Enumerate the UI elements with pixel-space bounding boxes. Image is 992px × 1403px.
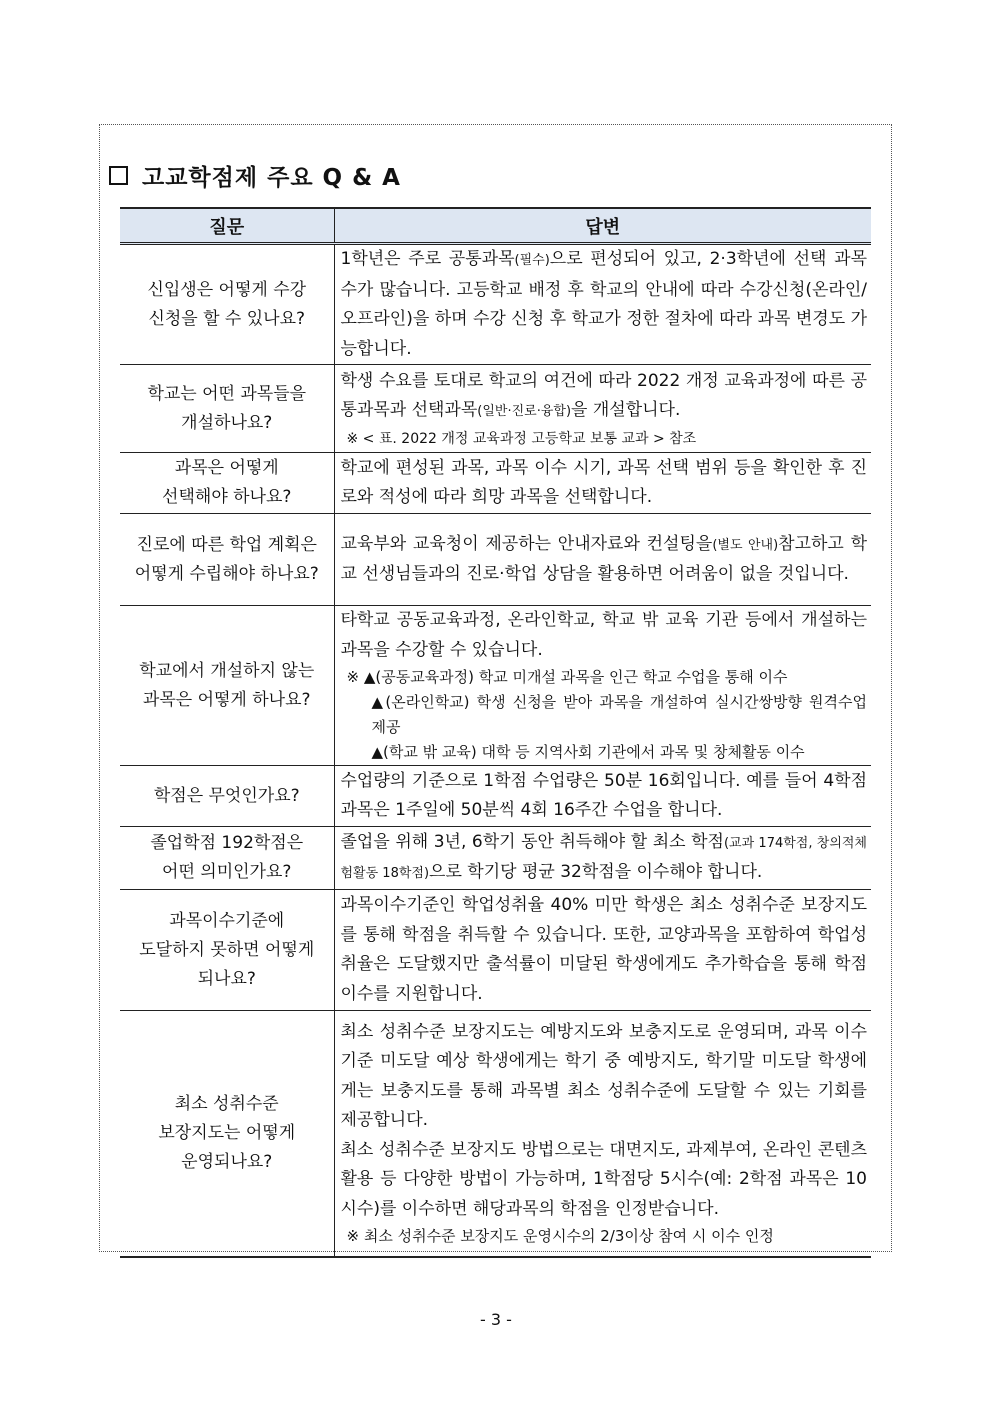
checkbox-square-icon (109, 166, 128, 185)
qa-table (120, 207, 871, 1258)
question-cell: 학교에서 개설하지 않는 과목은 어떻게 하나요? (120, 606, 334, 766)
note-text: ※ < 표. 2022 개정 교육과정 고등학교 보통 교과 > 참조 (346, 430, 697, 447)
answer-cell: 타학교 공동교육과정, 온라인학교, 학교 밖 교육 기관 등에서 개설하는 과목을 수강할 수 있습니다. ※ ▲(공동교육과정) 학교 미개설 과목을 인근 학교 수업을 통해 이수 ▲(온라인학교) 학생 신청을 받아 과목을 개설하여 실시간쌍방향 원격수업 제공 ▲(학교 밖 교육) 대학 등 지역사회 기관에서 과목 및 창체활동 이수 (334, 606, 871, 766)
question-cell: 과목이수기준에 도달하지 못하면 어떻게 되나요? (120, 890, 334, 1011)
answer-cell: 학교에 편성된 과목, 과목 이수 시기, 과목 선택 범위 등을 확인한 후 진로와 적성에 따라 희망 과목을 선택합니다. (334, 453, 871, 514)
question-cell: 신입생은 어떻게 수강 신청을 할 수 있나요? (120, 244, 334, 365)
question-cell: 학점은 무엇인가요? (120, 766, 334, 827)
list-item: ▲(온라인학교) 학생 신청을 받아 과목을 개설하여 실시간쌍방향 원격수업 제공 (371, 693, 867, 736)
table-row (120, 453, 871, 514)
notes-list (341, 665, 868, 765)
table-row (120, 244, 871, 365)
table-row (120, 365, 871, 453)
table-row (120, 606, 871, 766)
answer-cell: 최소 성취수준 보장지도는 예방지도와 보충지도로 운영되며, 과목 이수 기준 미도달 예상 학생에게는 학기 중 예방지도, 학기말 미도달 학생에게는 보충지도를 통해 과목별 최소 성취수준에 도달할 수 있는 기회를 제공합니다. 최소 성취수준 보장지도 방법으로는 대면지도, 과제부여, 온라인 콘텐츠 활용 등 다양한 방법이 가능하며, 1학점당 5시수(예: 2학점 과목은 10시수)를 이수하면 해당과목의 학점을 인정받습니다. ※ 최소 성취수준 보장지도 운영시수의 2/3이상 참여 시 이수 인정 (334, 1011, 871, 1257)
answer-cell: 과목이수기준인 학업성취율 40% 미만 학생은 최소 성취수준 보장지도를 통해 학점을 취득할 수 있습니다. 또한, 교양과목을 포함하여 학업성취율은 도달했지만 출석률이 미달된 학생에게도 추가학습을 통해 학점 이수를 지원합니다. (334, 890, 871, 1011)
table-row (120, 514, 871, 606)
answer-cell: 수업량의 기준으로 1학점 수업량은 50분 16회입니다. 예를 들어 4학점 과목은 1주일에 50분씩 4회 16주간 수업을 합니다. (334, 766, 871, 827)
answer-cell: 교육부와 교육청이 제공하는 안내자료와 컨설팅을(별도 안내)참고하고 학교 선생님들과의 진로·학업 상담을 활용하면 어려움이 없을 것입니다. (334, 514, 871, 606)
page-number: - 3 - (480, 1310, 512, 1329)
question-cell: 졸업학점 192학점은 어떤 의미인가요? (120, 827, 334, 890)
question-cell: 학교는 어떤 과목들을 개설하나요? (120, 365, 334, 453)
header-question: 질문 (120, 208, 334, 244)
list-item: ▲(학교 밖 교육) 대학 등 지역사회 기관에서 과목 및 창체활동 이수 (371, 743, 805, 761)
list-item: ※ ▲(공동교육과정) 학교 미개설 과목을 인근 학교 수업을 통해 이수 (346, 668, 788, 686)
table-row (120, 1011, 871, 1257)
title-text: 고교학점제 주요 Q & A (142, 164, 401, 191)
answer-cell: 학생 수요를 토대로 학교의 여건에 따라 2022 개정 교육과정에 따른 공통과목과 선택과목(일반·진로·융합)을 개설합니다. ※ < 표. 2022 개정 교육과정 고등학교 보통 교과 > 참조 (334, 365, 871, 453)
answer-cell: 졸업을 위해 3년, 6학기 동안 취득해야 할 최소 학점(교과 174학점, 창의적체험활동 18학점)으로 학기당 평균 32학점을 이수해야 합니다. (334, 827, 871, 890)
answer-cell: 1학년은 주로 공통과목(필수)으로 편성되어 있고, 2·3학년에 선택 과목 수가 많습니다. 고등학교 배정 후 학교의 안내에 따라 수강신청(온라인/오프라인)을 하며 수강 신청 후 학교가 정한 절차에 따라 과목 변경도 가능합니다. (334, 244, 871, 365)
header-answer: 답변 (334, 208, 871, 244)
note-text: ※ 최소 성취수준 보장지도 운영시수의 2/3이상 참여 시 이수 인정 (346, 1227, 774, 1245)
question-cell: 최소 성취수준 보장지도는 어떻게 운영되나요? (120, 1011, 334, 1257)
question-cell: 과목은 어떻게 선택해야 하나요? (120, 453, 334, 514)
table-row (120, 827, 871, 890)
question-cell: 진로에 따른 학업 계획은 어떻게 수립해야 하나요? (120, 514, 334, 606)
page-title (109, 158, 401, 192)
table-header-row (120, 208, 871, 244)
table-row (120, 890, 871, 1011)
table-row (120, 766, 871, 827)
